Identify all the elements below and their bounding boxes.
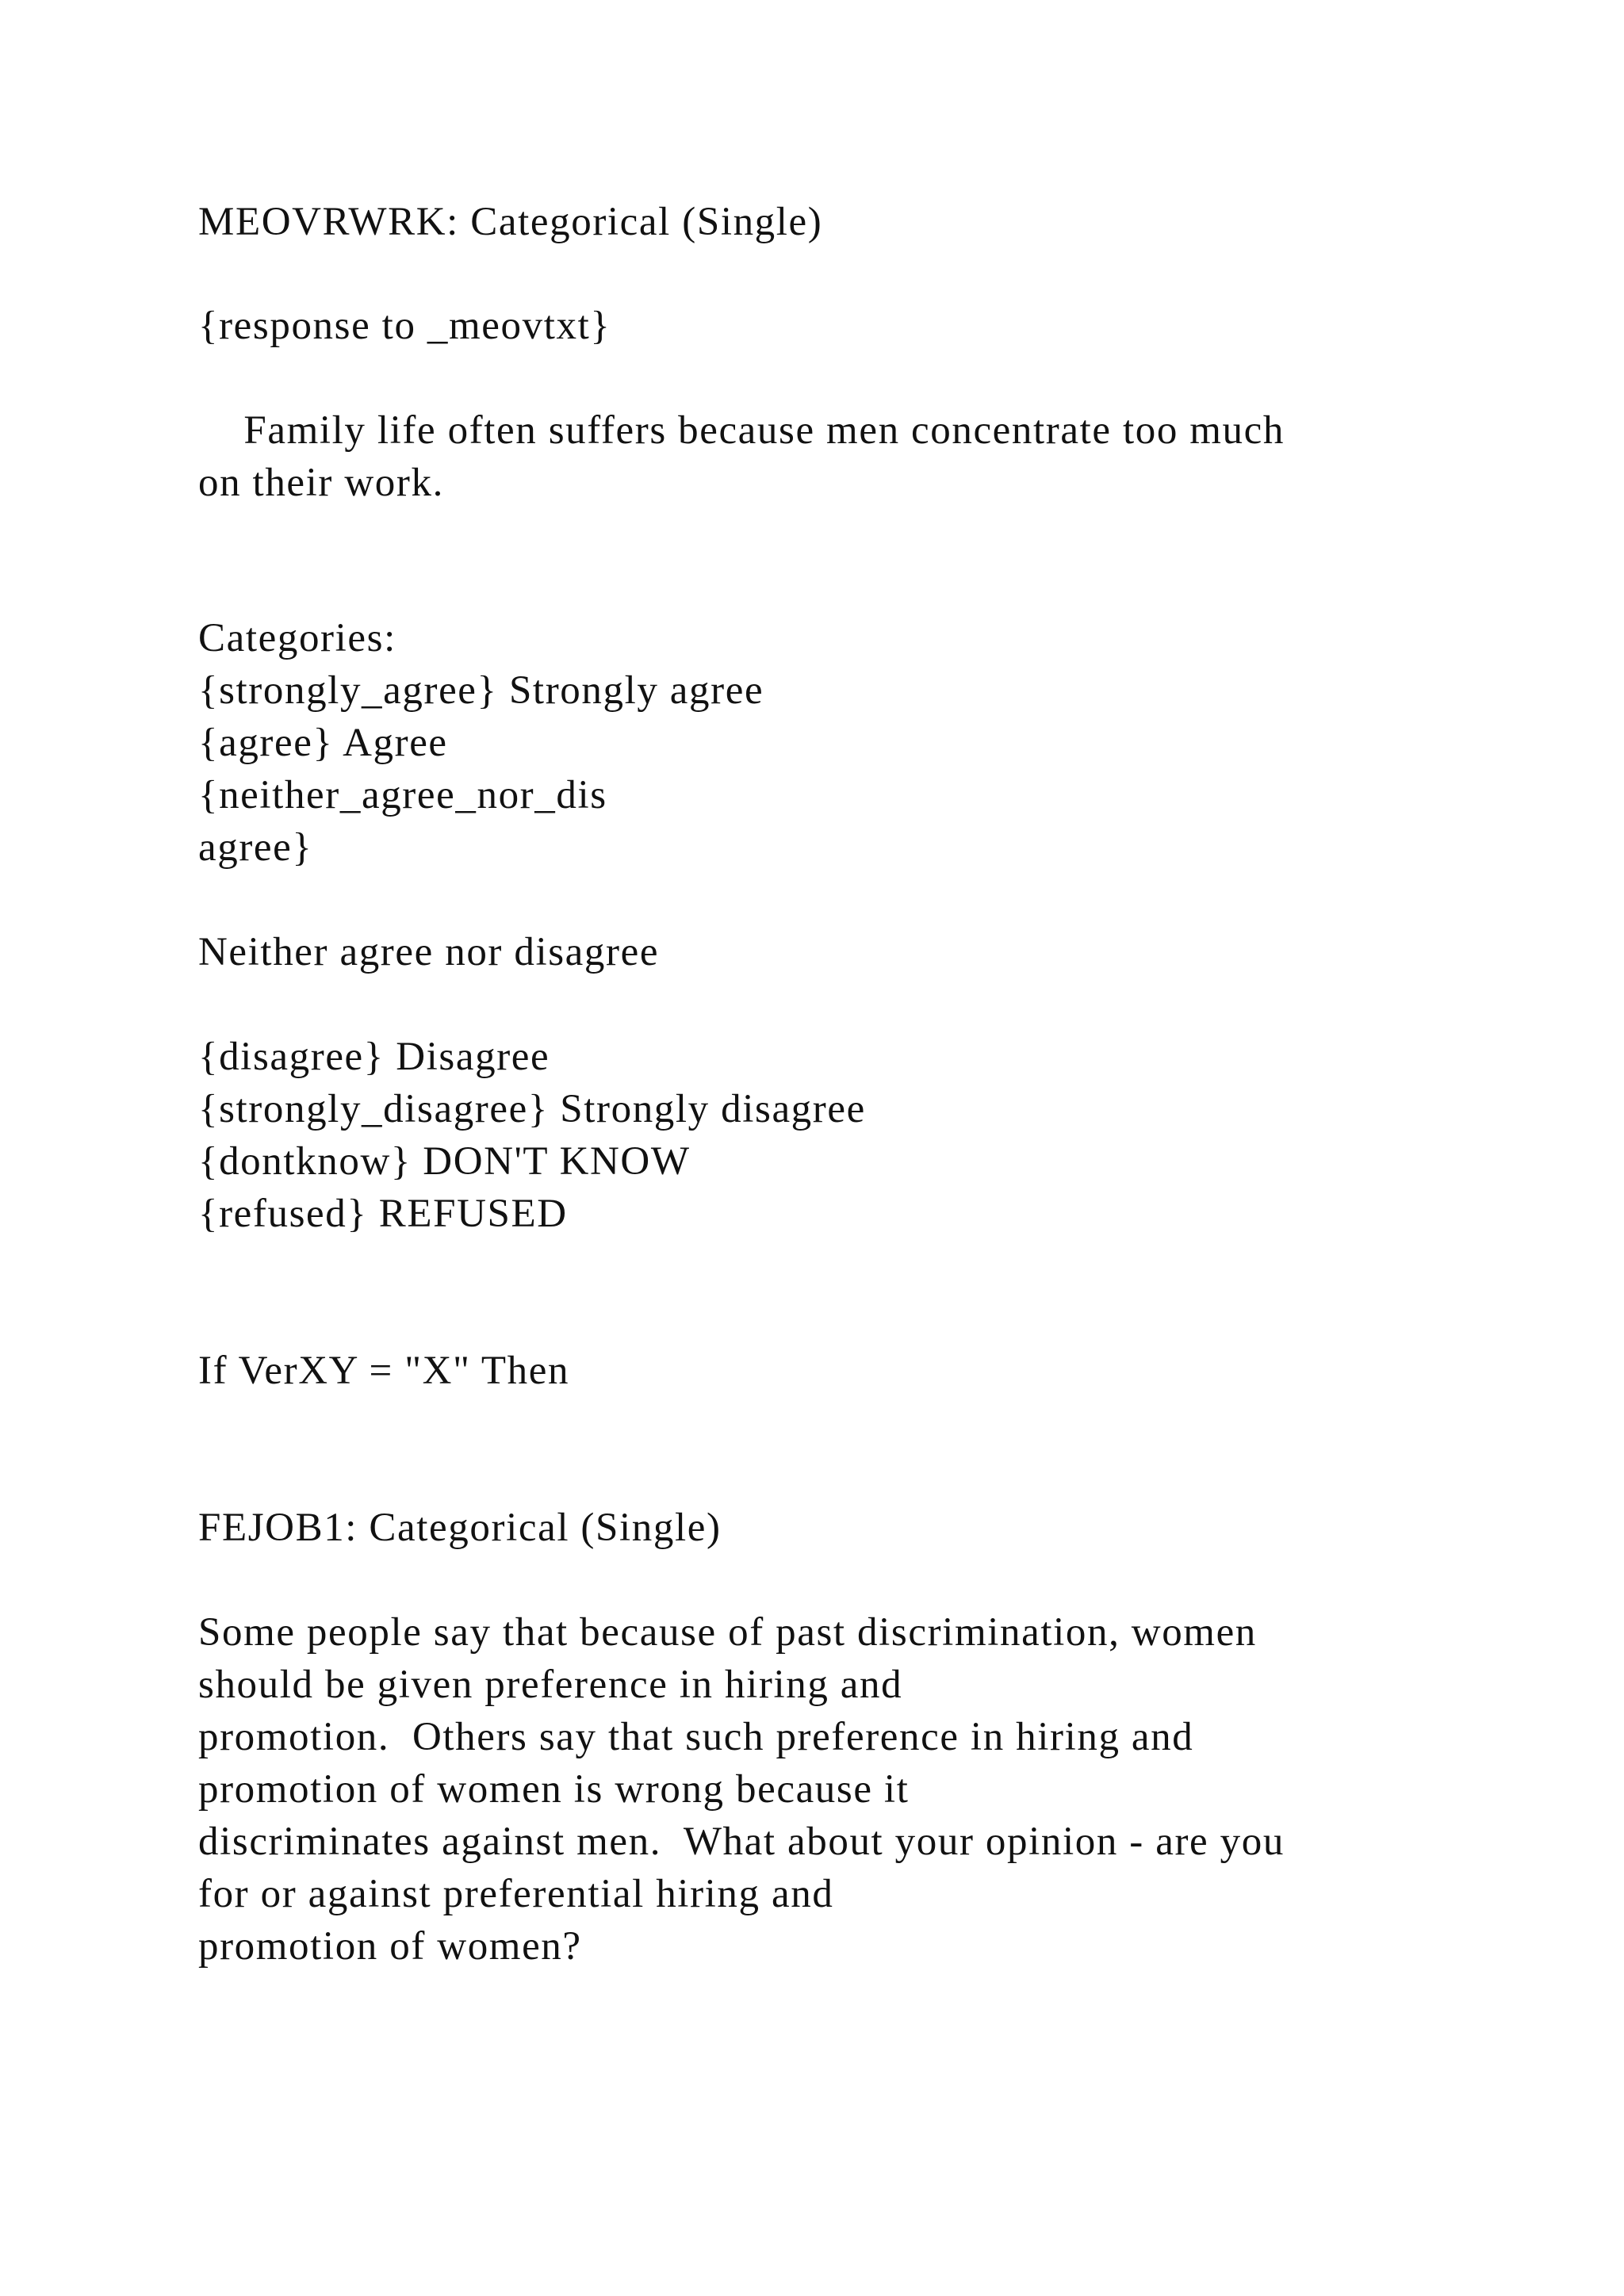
categories-label: Categories: bbox=[198, 616, 396, 660]
category-item: {agree} Agree bbox=[198, 721, 448, 765]
question-text-line: promotion of women is wrong because it bbox=[198, 1767, 910, 1812]
question-text-line: Some people say that because of past discrimination, women bbox=[198, 1610, 1257, 1655]
document-page bbox=[198, 0, 1435, 2296]
category-label-neither: Neither agree nor disagree bbox=[198, 930, 660, 974]
routing-condition: If VerXY = "X" Then bbox=[198, 1349, 570, 1393]
question-text-line: for or against preferential hiring and bbox=[198, 1872, 834, 1916]
question-text-line: promotion of women? bbox=[198, 1924, 582, 1969]
question-text-line: should be given preference in hiring and bbox=[198, 1663, 903, 1707]
question-text-line: discriminates against men. What about your opinion - are you bbox=[198, 1820, 1285, 1864]
question-heading-fejob1: FEJOB1: Categorical (Single) bbox=[198, 1506, 722, 1550]
question-text-line: on their work. bbox=[198, 461, 444, 505]
question-heading-meovrwrk: MEOVRWRK: Categorical (Single) bbox=[198, 200, 823, 244]
category-item: {neither_agree_nor_dis bbox=[198, 773, 607, 817]
category-item: {refused} REFUSED bbox=[198, 1192, 568, 1236]
question-text-line: Family life often suffers because men concentrate too much bbox=[198, 408, 1285, 453]
category-item: {strongly_disagree} Strongly disagree bbox=[198, 1087, 866, 1131]
category-item: {disagree} Disagree bbox=[198, 1035, 550, 1079]
category-item: agree} bbox=[198, 825, 313, 870]
question-text-line: promotion. Others say that such preference in hiring and bbox=[198, 1715, 1194, 1759]
category-item: {dontknow} DON'T KNOW bbox=[198, 1139, 691, 1184]
response-reference: {response to _meovtxt} bbox=[198, 304, 611, 348]
category-item: {strongly_agree} Strongly agree bbox=[198, 668, 764, 713]
